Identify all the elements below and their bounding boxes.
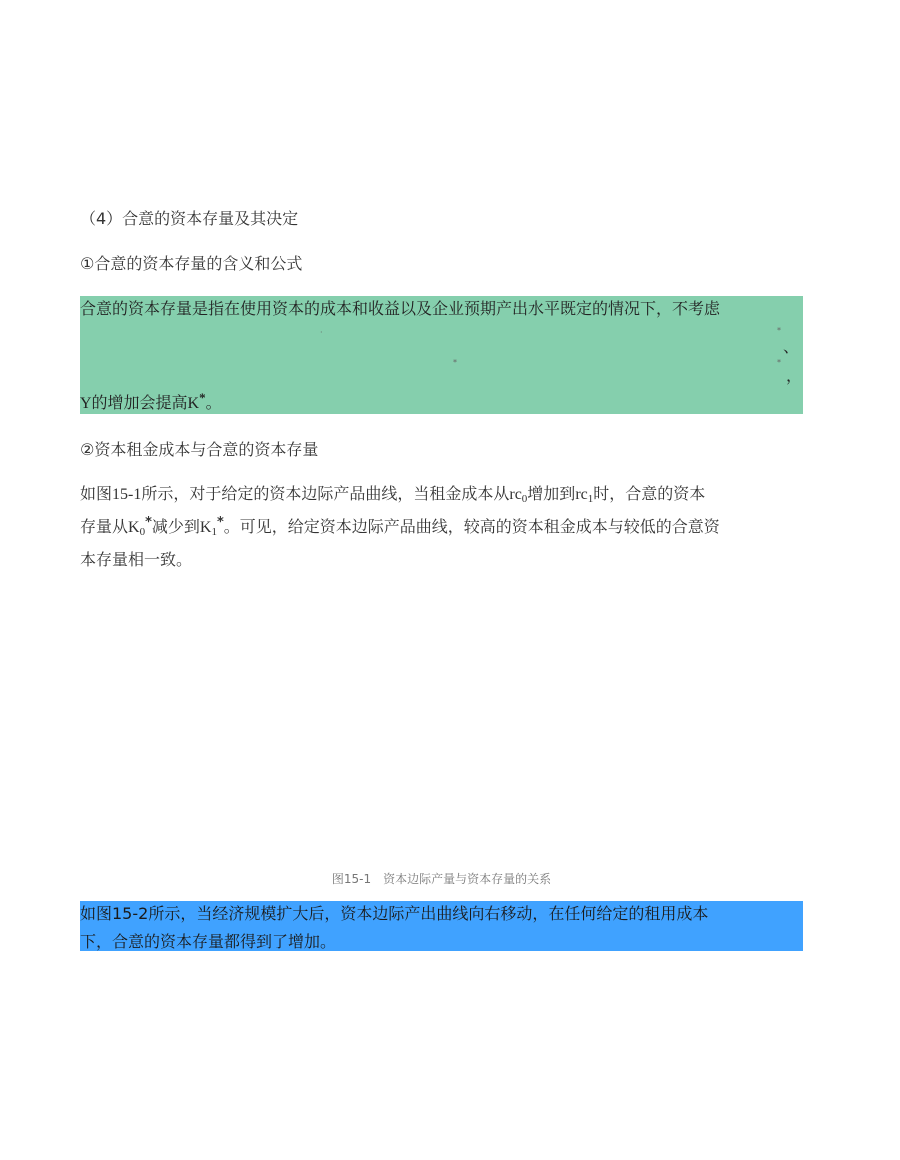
- paragraph-line-2: [80, 511, 804, 544]
- comma-mark: ，: [786, 366, 803, 385]
- subscript-1: 1: [587, 493, 594, 505]
- definition-line-1: 合意的资本存量是指在使用资本的成本和收益以及企业预期产出水平既定的情况下，不考虑: [80, 299, 721, 318]
- section-heading-4: （4）合意的资本存量及其决定: [80, 209, 299, 228]
- definition-last-text: Y的增加会提高K: [80, 395, 200, 412]
- text-run: 时，合意的资本: [593, 484, 706, 503]
- highlighted-shift-block: [80, 901, 803, 951]
- formula-artifact-mark: ·: [320, 328, 323, 337]
- text-run: 减少到: [151, 517, 200, 536]
- figure-ref: 15-1: [112, 486, 142, 503]
- rc-symbol: rc: [575, 486, 588, 503]
- text-run: 如图: [80, 484, 113, 503]
- rc-symbol: rc: [509, 486, 522, 503]
- rental-cost-paragraph: [80, 478, 804, 576]
- paragraph-line-3: 本存量相一致。: [80, 550, 193, 569]
- subheading-definition: ①合意的资本存量的含义和公式: [80, 254, 303, 273]
- highlighted-definition-block: [80, 296, 803, 414]
- paragraph-line-1: [80, 478, 804, 511]
- definition-last-period: 。: [205, 395, 222, 412]
- k-symbol: K: [128, 519, 140, 536]
- star-superscript: *: [145, 515, 152, 530]
- subscript-0: 0: [139, 526, 146, 538]
- figure-caption: 图15-1 资本边际产量与资本存量的关系: [331, 872, 552, 886]
- formula-artifact-mark: *: [777, 358, 781, 367]
- text-run: 所示，对于给定的资本边际产品曲线，当租金成本从: [141, 484, 510, 503]
- shift-line-2: 下，合意的资本存量都得到了增加。: [80, 932, 337, 951]
- figure-placeholder: [80, 590, 803, 850]
- enumeration-comma: 、: [783, 337, 800, 356]
- star-superscript: *: [199, 390, 206, 405]
- text-run: 。可见，给定资本边际产品曲线，较高的资本租金成本与较低的合意资: [223, 517, 720, 536]
- subscript-0: 0: [521, 493, 528, 505]
- shift-line-1: 如图15-2所示，当经济规模扩大后，资本边际产出曲线向右移动，在任何给定的租用成本: [80, 904, 709, 923]
- formula-artifact-mark: *: [453, 358, 457, 367]
- star-superscript: *: [216, 515, 224, 530]
- definition-last-line: [80, 390, 222, 414]
- formula-artifact-mark: *: [777, 326, 781, 335]
- text-run: 增加到: [527, 484, 576, 503]
- subscript-1: 1: [211, 526, 217, 538]
- subheading-rental-cost: ②资本租金成本与合意的资本存量: [80, 440, 319, 459]
- k-symbol: K: [199, 519, 212, 536]
- text-run: 存量从: [80, 517, 129, 536]
